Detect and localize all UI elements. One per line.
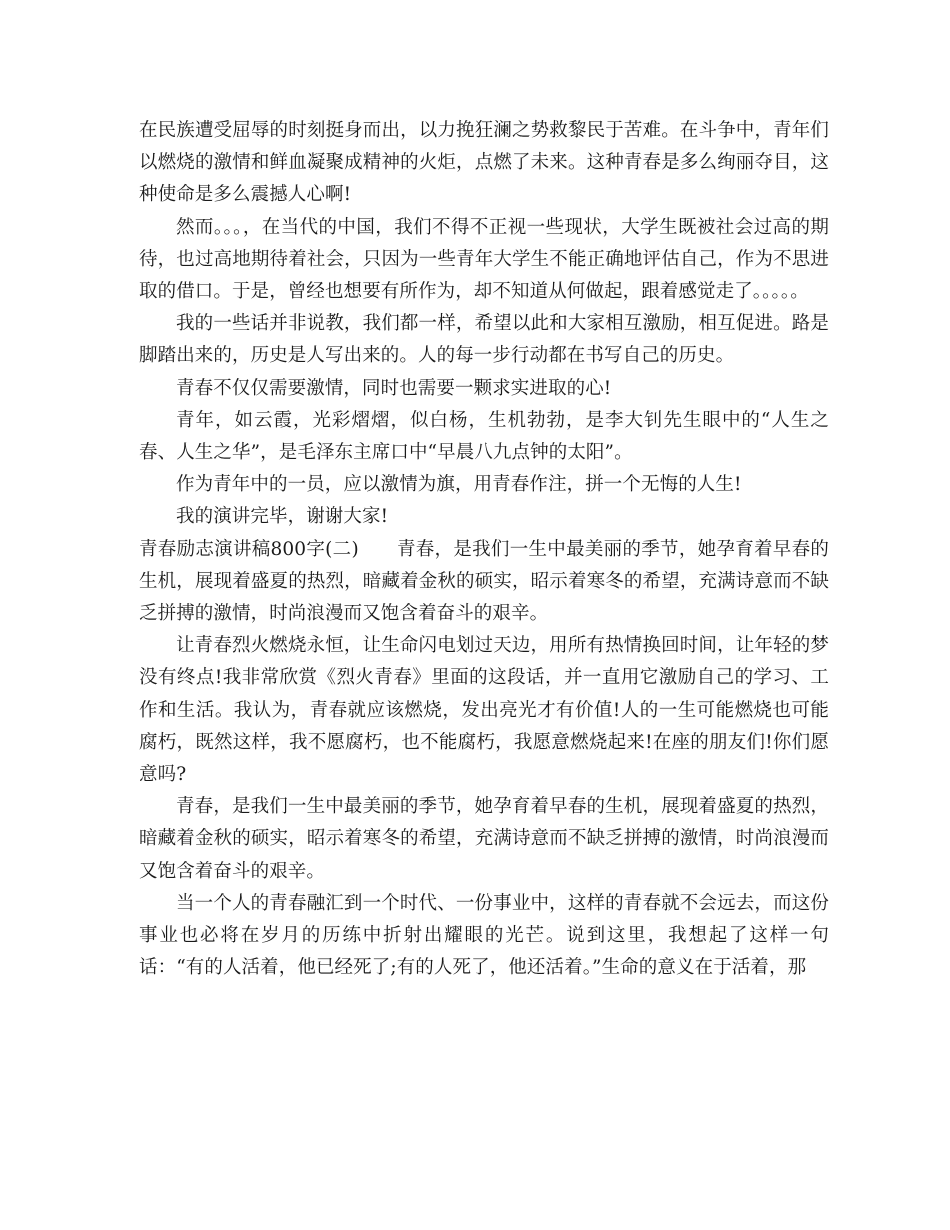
section-heading: 青春励志演讲稿800字(二) <box>139 538 359 560</box>
paragraph: 青春不仅仅需要激情，同时也需要一颗求实进取的心! <box>176 377 612 399</box>
paragraph: 我的一些话并非说教，我们都一样，希望以此和大家相互激励，相互促进。路是脚踏出来的，历史是人写出来的。人的每一步行动都在书写自己的历史。 <box>139 313 829 367</box>
paragraph: 青春，是我们一生中最美丽的季节，她孕育着早春的生机，展现着盛夏的热烈，暗藏着金秋的硕实，昭示着寒冬的希望，充满诗意而不缺乏拼搏的激情，时尚浪漫而又饱含着奋斗的艰辛。 <box>139 796 829 882</box>
document-body <box>139 115 829 984</box>
paragraph: 然而。。。，在当代的中国，我们不得不正视一些现状，大学生既被社会过高的期待，也过高地期待着社会，只因为一些青年大学生不能正确地评估自己，作为不思进取的借口。于是，曾经也想要有所作为，却不知道从何做起，跟着感觉走了。。。。。 <box>139 216 829 303</box>
section-heading-line <box>139 534 829 631</box>
paragraph: 青年，如云霞，光彩熠熠，似白杨，生机勃勃，是李大钊先生眼中的“人生之春、人生之华”，是毛泽东主席口中“早晨八九点钟的太阳”。 <box>139 409 829 464</box>
paragraph: 当一个人的青春融汇到一个时代、一份事业中，这样的青春就不会远去，而这份事业也必将在岁月的历练中折射出耀眼的光芒。说到这里，我想起了这样一句话：“有的人活着，他已经死了;有的人死了，他还活着。”生命的意义在于活着，那 <box>139 892 829 979</box>
section-first-paragraph: 青春，是我们一生中最美丽的季节，她孕育着早春的生机，展现着盛夏的热烈，暗藏着金秋的硕实，昭示着寒冬的希望，充满诗意而不缺乏拼搏的激情，时尚浪漫而又饱含着奋斗的艰辛。 <box>139 538 829 625</box>
paragraph: 让青春烈火燃烧永恒，让生命闪电划过天边，用所有热情换回时间，让年轻的梦没有终点!我非常欣赏《烈火青春》里面的这段话，并一直用它激励自己的学习、工作和生活。我认为，青春就应该燃烧，发出亮光才有价值!人的一生可能燃烧也可能腐朽，既然这样，我不愿腐朽，也不能腐朽，我愿意燃烧起来!在座的朋友们!你们愿意吗? <box>139 635 829 786</box>
paragraph: 在民族遭受屈辱的时刻挺身而出，以力挽狂澜之势救黎民于苦难。在斗争中，青年们以燃烧的激情和鲜血凝聚成精神的火炬，点燃了未来。这种青春是多么绚丽夺目，这种使命是多么震撼人心啊! <box>139 120 829 206</box>
paragraph: 我的演讲完毕，谢谢大家! <box>176 506 389 528</box>
paragraph: 作为青年中的一员，应以激情为旗，用青春作注，拼一个无悔的人生! <box>176 474 742 496</box>
